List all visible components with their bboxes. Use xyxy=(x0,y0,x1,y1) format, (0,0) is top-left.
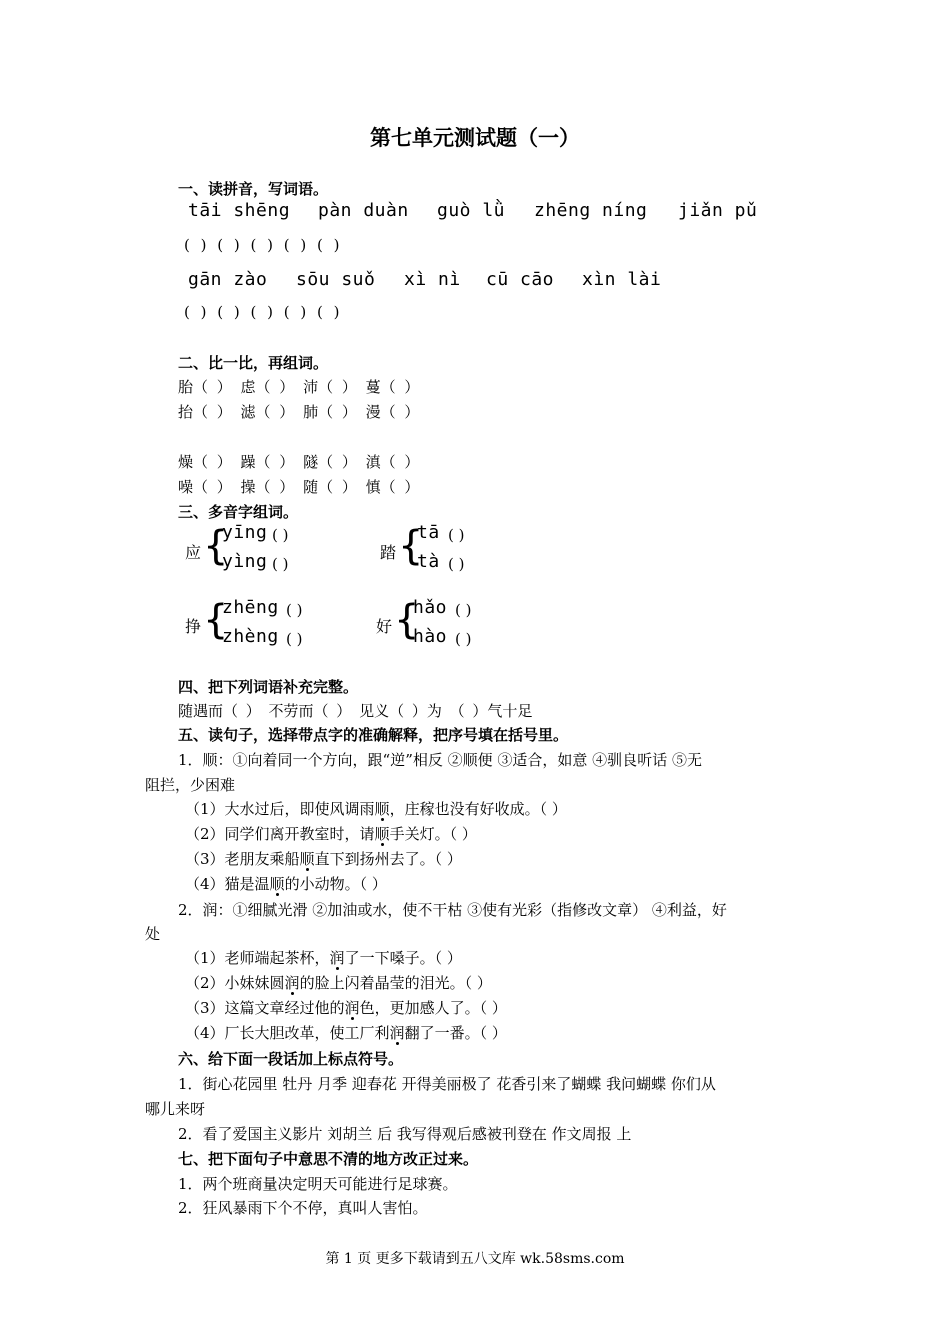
section-4-heading: 四、把下列词语补充完整。 xyxy=(178,678,359,696)
dotted-char: 润 xyxy=(389,1024,405,1042)
pinyin-8: xì nì xyxy=(404,269,461,290)
pinyin-10: xìn lài xyxy=(582,269,662,290)
compare-row-3: 燥（ ） 躁（ ） 隧（ ） 滇（ ） xyxy=(178,453,420,471)
q1-definition: 1．顺：①向着同一个方向，跟“逆”相反 ②顺便 ③适合，如意 ④驯良听话 ⑤无 xyxy=(178,751,702,769)
q1-item-3: （3）老朋友乘船顺直下到扬州去了。（ ） xyxy=(185,850,462,868)
polyphone-1a: yīng xyxy=(222,522,268,543)
polyphone-4b: hào xyxy=(413,626,448,647)
correction-line-1: 1．两个班商量决定明天可能进行足球赛。 xyxy=(178,1175,458,1193)
dotted-char: 顺 xyxy=(374,825,390,843)
brace-icon: { xyxy=(398,523,424,569)
pinyin-4: zhēng níng xyxy=(534,200,648,221)
pinyin-7: sōu suǒ xyxy=(296,269,376,290)
dotted-char: 润 xyxy=(284,974,300,992)
polyphone-3b: zhèng xyxy=(222,626,279,647)
polyphone-4a: hǎo xyxy=(413,597,448,618)
dotted-char: 润 xyxy=(329,949,345,967)
pinyin-5: jiǎn pǔ xyxy=(678,200,758,221)
q2-item-2: （2）小妹妹圆润的脸上闪着晶莹的泪光。（ ） xyxy=(185,974,492,992)
idiom-line: 随遇而（ ） 不劳而（ ） 见义（ ）为 （ ）气十足 xyxy=(178,702,533,720)
page-title: 第七单元测试题（一） xyxy=(370,125,580,150)
page-footer: 第 1 页 更多下载请到五八文库 wk.58sms.com xyxy=(325,1251,625,1267)
blank-1a[interactable]: ( ) xyxy=(272,526,289,544)
q2-definition-cont: 处 xyxy=(145,925,161,943)
dotted-char: 润 xyxy=(344,999,360,1017)
dotted-char: 顺 xyxy=(299,850,315,868)
pinyin-9: cū cāo xyxy=(486,269,555,290)
polyphone-3a: zhēng xyxy=(222,597,279,618)
dotted-char: 顺 xyxy=(374,800,390,818)
blank-2a[interactable]: ( ) xyxy=(448,526,465,544)
punctuation-line-1-cont: 哪儿来呀 xyxy=(145,1100,206,1118)
correction-line-2: 2．狂风暴雨下个不停，真叫人害怕。 xyxy=(178,1199,428,1217)
section-2-heading: 二、比一比，再组词。 xyxy=(178,354,329,372)
section-3-heading: 三、多音字组词。 xyxy=(178,503,299,521)
section-7-heading: 七、把下面句子中意思不清的地方改正过来。 xyxy=(178,1150,479,1168)
compare-row-2: 抬（ ） 滤（ ） 肺（ ） 漫（ ） xyxy=(178,403,420,421)
q1-definition-cont: 阻拦，少困难 xyxy=(145,776,236,794)
brace-icon: { xyxy=(203,523,229,569)
polyphone-char-2: 踏 xyxy=(380,543,397,562)
section-6-heading: 六、给下面一段话加上标点符号。 xyxy=(178,1050,404,1068)
pinyin-1: tāi shēng xyxy=(188,200,291,221)
punctuation-line-2: 2．看了爱国主义影片 刘胡兰 后 我写得观后感被刊登在 作文周报 上 xyxy=(178,1125,632,1143)
blank-2b[interactable]: ( ) xyxy=(448,555,465,573)
polyphone-2a: tā xyxy=(417,522,440,543)
q1-item-4: （4）猫是温顺的小动物。（ ） xyxy=(185,875,387,893)
answer-blanks-row-2[interactable]: ( ) ( ) ( ) ( ) ( ) xyxy=(184,303,340,321)
compare-row-4: 噪（ ） 操（ ） 随（ ） 慎（ ） xyxy=(178,478,420,496)
q2-item-4: （4）厂长大胆改革，使工厂利润翻了一番。（ ） xyxy=(185,1024,507,1042)
brace-icon: { xyxy=(203,597,229,643)
brace-icon: { xyxy=(394,597,420,643)
q2-item-1: （1）老师端起茶杯，润了一下嗓子。（ ） xyxy=(185,949,462,967)
answer-blanks-row-1[interactable]: ( ) ( ) ( ) ( ) ( ) xyxy=(184,236,340,254)
polyphone-1b: yìng xyxy=(222,551,268,572)
polyphone-char-3: 挣 xyxy=(185,617,202,636)
pinyin-6: gān zào xyxy=(188,269,268,290)
blank-1b[interactable]: ( ) xyxy=(272,555,289,573)
polyphone-char-4: 好 xyxy=(376,617,393,636)
polyphone-2b: tà xyxy=(417,551,440,572)
q1-item-1: （1）大水过后，即使风调雨顺，庄稼也没有好收成。（ ） xyxy=(185,800,567,818)
section-5-heading: 五、读句子，选择带点字的准确解释，把序号填在括号里。 xyxy=(178,726,569,744)
polyphone-char-1: 应 xyxy=(185,543,202,562)
pinyin-3: guò lǜ xyxy=(437,200,506,221)
blank-4b[interactable]: ( ) xyxy=(455,630,472,648)
section-1-heading: 一、读拼音，写词语。 xyxy=(178,180,329,198)
blank-3a[interactable]: ( ) xyxy=(286,601,303,619)
pinyin-2: pàn duàn xyxy=(318,200,409,221)
punctuation-line-1: 1．街心花园里 牡丹 月季 迎春花 开得美丽极了 花香引来了蝴蝶 我问蝴蝶 你们从 xyxy=(178,1075,716,1093)
compare-row-1: 胎（ ） 虑（ ） 沛（ ） 蔓（ ） xyxy=(178,378,420,396)
q1-item-2: （2）同学们离开教室时，请顺手关灯。（ ） xyxy=(185,825,477,843)
blank-3b[interactable]: ( ) xyxy=(286,630,303,648)
blank-4a[interactable]: ( ) xyxy=(455,601,472,619)
q2-definition: 2．润：①细腻光滑 ②加油或水，使不干枯 ③使有光彩（指修改文章） ④利益，好 xyxy=(178,901,727,919)
dotted-char: 顺 xyxy=(269,875,285,893)
q2-item-3: （3）这篇文章经过他的润色，更加感人了。（ ） xyxy=(185,999,507,1017)
